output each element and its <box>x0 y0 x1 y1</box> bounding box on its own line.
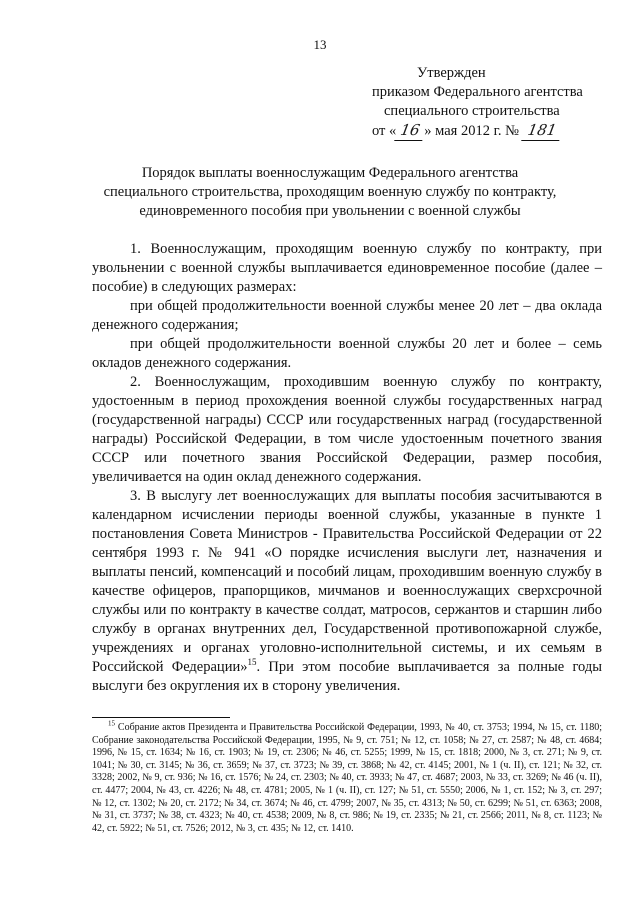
footnote-divider <box>92 717 230 718</box>
handwritten-day: 16 <box>395 121 427 141</box>
title-line-3: единовременного пособия при увольнении с военной службы <box>139 203 521 219</box>
approval-order-line: приказом Федерального агентства <box>372 84 583 100</box>
title-line-1: Порядок выплаты военнослужащим Федерального агентства <box>141 165 519 181</box>
approval-heading: Утвержден <box>417 65 486 81</box>
paragraph-1-item-b: при общей продолжительности военной службы 20 лет и более – семь окладов денежного содержания. <box>92 336 602 371</box>
footnote-text: Собрание актов Президента и Правительства Российской Федерации, 1993, № 40, ст. 3753; 1994, № 15, ст. 1180; Собрание законодательства Российской Федерации, 1995, № 9, ст. 751; № 12, ст. 1058; № 27, ст. 2587; № 48, ст. 4684; 1996, № 15, ст. 1634; № 16, ст. 1903; № 19, ст. 2306; № 46, ст. 5255; 1999, № 15, ст. 1818; 2000, № 3, ст. 271; № 9, ст. 1041; № 30, ст. 3145; № 36, ст. 3659; № 37, ст. 3723; № 39, ст. 3868; № 42, ст. 4145; 2001, № 1 (ч. II), ст. 121; № 32, ст. 3328; 2002, № 9, ст. 936; № 16, ст. 1576; № 24, ст. 2303; № 40, ст. 3933; № 47, ст. 4687; 2003, № 33, ст. 3269; № 46 (ч. II), ст. 4477; 2004, № 43, ст. 4226; № 48, ст. 4781; 2005, № 1 (ч. II), ст. 127; № 51, ст. 5550; 2006, № 1, ст. 152; № 3, ст. 297; № 12, ст. 1302; № 20, ст. 2172; № 34, ст. 3674; № 46, ст. 4799; 2007, № 35, ст. 4313; № 50, ст. 6299; № 51, ст. 6363; 2008, № 31, ст. 3737; № 38, ст. 4323; № 40, ст. 4538; 2009, № 8, ст. 986; № 19, ст. 2335; № 21, ст. 2566; 2011, № 8, ст. 1123; № 42, ст. 5922; № 51, ст. 7526; 2012, № 3, ст. 435; № 12, ст. 1410. <box>92 722 602 834</box>
date-prefix: от « <box>372 123 397 139</box>
footnote-marker: 15 <box>108 719 115 728</box>
footnote-reference[interactable]: 15 <box>247 657 257 668</box>
approval-block <box>372 64 612 141</box>
footnote <box>92 719 602 835</box>
paragraph-3-text: 3. В выслугу лет военнослужащих для выплаты пособия засчитываются в календарном исчислении периоды военной службы, указанные в пункте 1 постановления Совета Министров - Правительства Российской Федерации от 22 сентября 1993 г. № 941 «О порядке исчисления выслуги лет, назначения и выплаты пенсий, компенсаций и пособий лицам, проходившим военную службу в качестве офицеров, прапорщиков, мичманов и военнослужащих сверхсрочной службы или по контракту в качестве солдат, матросов, сержантов и старшин либо службу в органах внутренних дел, Государственной противопожарной службе, учреждениях и органах уголовно-исполнительной системы, и их семьям в Российской Федерации» <box>92 488 602 675</box>
document-body <box>92 240 602 696</box>
handwritten-order-number: 181 <box>521 121 563 141</box>
approval-agency-line: специального строительства <box>384 103 560 119</box>
date-middle: » мая 2012 г. № <box>424 123 519 139</box>
paragraph-2: 2. Военнослужащим, проходившим военную службу по контракту, удостоенным в период прохождения военной службы государственных наград (государственной награды) СССР или государственных наград (государственной награды) Российской Федерации, в том числе удостоенным почетного звания СССР или почетного звания Российской Федерации, размер пособия, увеличивается на один оклад денежного содержания. <box>92 374 602 485</box>
paragraph-3 <box>92 487 602 696</box>
approval-date-line <box>372 121 612 141</box>
title-line-2: специального строительства, проходящим военную службу по контракту, <box>103 184 557 200</box>
paragraph-1-item-a: при общей продолжительности военной службы менее 20 лет – два оклада денежного содержания; <box>92 298 602 333</box>
footnote-15 <box>92 719 602 835</box>
paragraph-1: 1. Военнослужащим, проходящим военную службу по контракту, при увольнении с военной службы выплачивается единовременное пособие (далее – пособие) в следующих размерах: <box>92 241 602 295</box>
paragraph-3-tail: . При этом пособие выплачивается за полные годы выслуги без округления их в сторону увеличения. <box>92 659 602 694</box>
page-number: 13 <box>313 37 327 52</box>
document-title <box>60 164 600 221</box>
